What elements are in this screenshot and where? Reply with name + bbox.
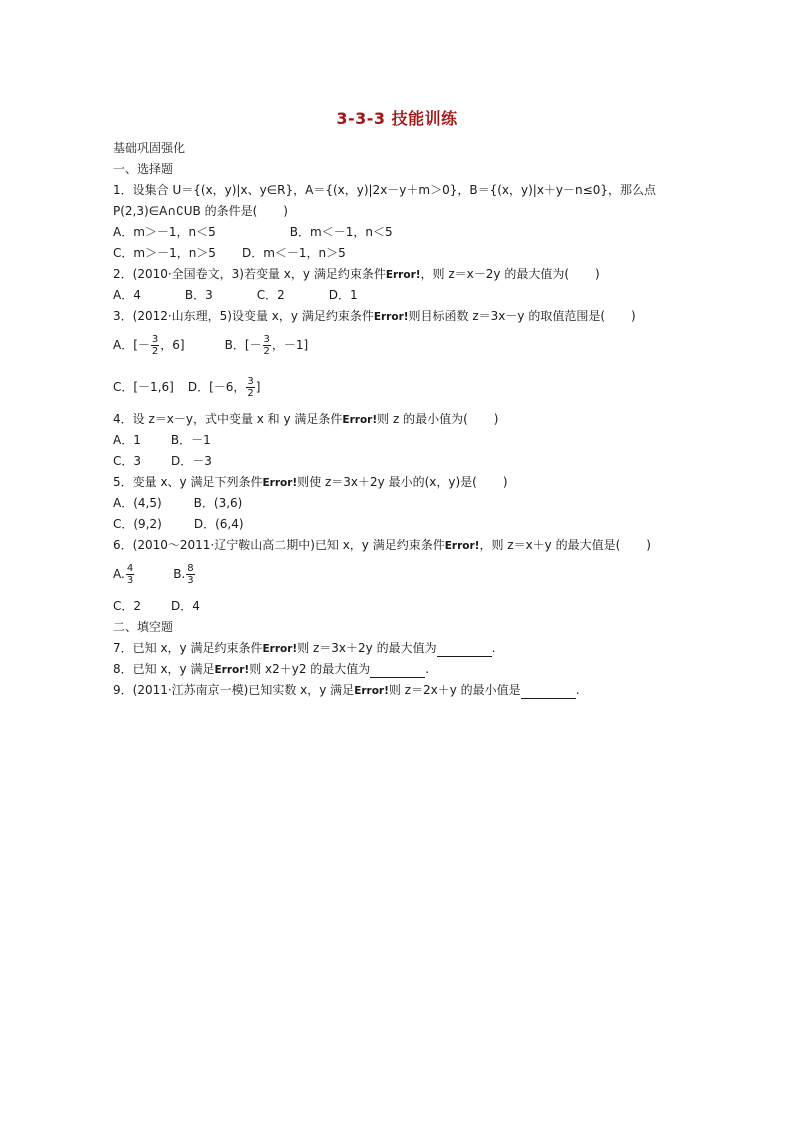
option-b: B．(3,6) (193, 496, 243, 510)
error-placeholder: Error! (354, 685, 389, 697)
option-d-prefix: D．[－6， (187, 380, 246, 394)
question-1-line-1: 1．设集合 U＝{(x，y)|x、y∈R}，A＝{(x，y)|2x－y＋m＞0}，B＝{(x，y)|x＋y－n≤0}，那么点 (113, 183, 656, 197)
option-a (113, 563, 135, 586)
option-c: C．2 (113, 599, 142, 613)
question-4-options-cd (113, 453, 212, 469)
question-7-end: . (491, 641, 496, 655)
question-3-options-cd (113, 374, 260, 400)
question-1-stem: P(2,3)∈A∩∁UB 的条件是( (113, 204, 258, 218)
fraction (246, 376, 254, 399)
fraction-denominator: 3 (126, 575, 134, 586)
question-7-stem: 7．已知 x，y 满足约束条件 (113, 641, 263, 655)
question-8 (113, 661, 429, 678)
option-d (187, 376, 261, 399)
option-d: D．(6,4) (193, 517, 244, 531)
option-d: D．1 (328, 288, 358, 302)
option-a-prefix: A. (113, 567, 125, 581)
error-placeholder: Error! (342, 414, 378, 426)
fraction (126, 563, 134, 586)
question-8-end: . (425, 662, 430, 676)
error-placeholder: Error! (214, 664, 250, 676)
question-2-close: ) (595, 267, 600, 281)
fraction (263, 334, 271, 357)
option-a-suffix: ，6] (160, 338, 185, 352)
question-7-stem-end: 则 z＝3x＋2y 的最大值为 (297, 641, 437, 655)
fraction-numerator: 3 (263, 334, 270, 345)
question-6-stem-end: ，则 z＝x＋y 的最大值是( (479, 538, 621, 552)
question-3-close: ) (631, 309, 636, 323)
option-d: D．－3 (171, 454, 212, 468)
error-placeholder: Error! (262, 477, 298, 489)
option-a: A．1 (113, 433, 141, 447)
question-2-options (113, 287, 358, 303)
question-5-stem: 5．变量 x、y 满足下列条件 (113, 475, 263, 489)
page-title: 3-3-3 技能训练 (336, 109, 458, 128)
question-4-stem-end: 则 z 的最小值为( (377, 412, 468, 426)
question-2 (113, 266, 600, 283)
question-3-stem-end: 则目标函数 z＝3x－y 的取值范围是( (408, 309, 605, 323)
question-2-stem-end: ，则 z＝x－2y 的最大值为( (420, 267, 569, 281)
option-c: C．m＞－1，n＞5 (113, 246, 216, 260)
question-1-options-ab (113, 224, 393, 240)
question-9 (113, 682, 580, 699)
question-5-options-ab (113, 495, 242, 511)
part-heading-choice: 一、选择题 (113, 162, 174, 176)
question-9-stem: 9．(2011·江苏南京一模)已知实数 x，y 满足 (113, 683, 355, 697)
question-4-close: ) (493, 412, 499, 426)
question-6-close: ) (646, 538, 651, 552)
question-2-stem: 2．(2010·全国卷文，3)若变量 x，y 满足约束条件 (113, 267, 386, 281)
option-d: D．4 (171, 599, 200, 613)
option-a: A．(4,5) (113, 496, 162, 510)
fraction-numerator: 4 (126, 563, 134, 574)
option-b: B．－1 (170, 433, 211, 447)
error-placeholder: Error! (444, 540, 480, 552)
option-c: C．2 (256, 288, 285, 302)
option-c: C．(9,2) (113, 517, 162, 531)
fraction-denominator: 2 (263, 346, 270, 357)
question-9-end: . (575, 683, 580, 697)
option-a-prefix: A．[－ (113, 338, 150, 352)
fraction-denominator: 2 (247, 388, 254, 399)
question-3-options-ab (113, 332, 308, 358)
option-a: A．m＞－1，n＜5 (113, 225, 216, 239)
question-4-stem: 4．设 z＝x－y，式中变量 x 和 y 满足条件 (113, 412, 343, 426)
option-a (113, 334, 185, 357)
fraction-numerator: 8 (187, 563, 194, 574)
option-b-prefix: B．[－ (224, 338, 262, 352)
answer-blank[interactable] (370, 665, 425, 678)
option-b: B．3 (184, 288, 213, 302)
question-5-options-cd (113, 516, 244, 532)
question-6-options-ab (113, 561, 196, 587)
fraction-numerator: 3 (151, 334, 159, 345)
question-4-options-ab (113, 432, 211, 448)
answer-blank[interactable] (521, 686, 576, 699)
question-6-stem: 6．(2010～2011·辽宁鞍山高二期中)已知 x，y 满足约束条件 (113, 538, 445, 552)
error-placeholder: Error! (385, 269, 421, 281)
question-3 (113, 308, 636, 325)
error-placeholder: Error! (373, 311, 409, 323)
part-heading-fill: 二、填空题 (113, 620, 174, 634)
section-heading: 基础巩固强化 (113, 141, 186, 155)
option-c: C．3 (113, 454, 142, 468)
error-placeholder: Error! (262, 643, 298, 655)
fraction-numerator: 3 (247, 376, 254, 387)
question-7 (113, 640, 495, 657)
question-5-close: ) (502, 475, 508, 489)
fraction (151, 334, 159, 357)
question-9-stem-end: 则 z＝2x＋y 的最小值是 (388, 683, 521, 697)
question-5 (113, 474, 508, 491)
option-b: B．m＜－1，n＜5 (289, 225, 393, 239)
question-1-line-2 (113, 203, 288, 219)
question-1-options-cd (113, 245, 346, 261)
option-b-prefix: B. (173, 567, 186, 581)
option-b (224, 334, 309, 357)
question-1-close: ) (283, 204, 288, 218)
question-5-stem-end: 则使 z＝3x＋2y 最小的(x，y)是( (297, 475, 477, 489)
question-8-stem: 8．已知 x，y 满足 (113, 662, 215, 676)
fraction-denominator: 2 (151, 346, 159, 357)
fraction (186, 563, 194, 586)
option-b (173, 563, 195, 586)
question-6-options-cd (113, 598, 200, 614)
option-d: D．m＜－1，n＞5 (241, 246, 346, 260)
question-4 (113, 411, 498, 428)
question-6 (113, 537, 651, 554)
answer-blank[interactable] (437, 644, 492, 657)
option-b-suffix: ，－1] (271, 338, 309, 352)
option-c: C．[－1,6] (113, 380, 174, 394)
fraction-denominator: 3 (187, 575, 194, 586)
question-8-stem-end: 则 x2＋y2 的最大值为 (249, 662, 371, 676)
option-a: A．4 (113, 288, 141, 302)
option-d-suffix: ] (255, 380, 261, 394)
question-3-stem: 3．(2012·山东理，5)设变量 x，y 满足约束条件 (113, 309, 374, 323)
